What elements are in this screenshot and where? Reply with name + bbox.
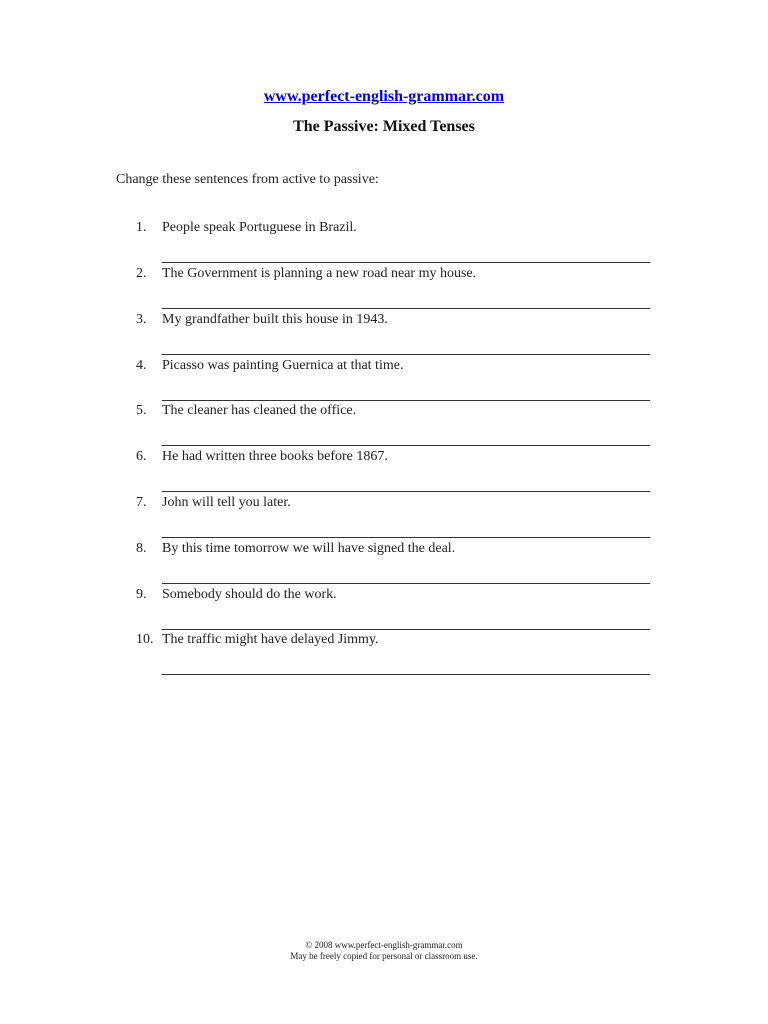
- answer-line[interactable]: [162, 262, 650, 263]
- exercise-sentence: Picasso was painting Guernica at that time.: [162, 358, 404, 373]
- answer-line[interactable]: [162, 308, 650, 309]
- exercise-sentence: John will tell you later.: [162, 495, 291, 510]
- footer-usage: May be freely copied for personal or classroom use.: [290, 951, 478, 961]
- exercise-number: 1.: [136, 220, 147, 235]
- answer-line[interactable]: [162, 354, 650, 355]
- exercise-number: 9.: [136, 587, 147, 602]
- exercise-item: [0, 358, 768, 404]
- exercise-item: [0, 449, 768, 495]
- answer-line[interactable]: [162, 445, 650, 446]
- exercise-number: 8.: [136, 541, 147, 556]
- answer-line[interactable]: [162, 674, 650, 675]
- exercise-sentence: He had written three books before 1867.: [162, 449, 388, 464]
- exercise-item: [0, 220, 768, 266]
- answer-line[interactable]: [162, 583, 650, 584]
- exercise-number: 6.: [136, 449, 147, 464]
- exercise-sentence: My grandfather built this house in 1943.: [162, 312, 388, 327]
- footer-copyright: © 2008 www.perfect-english-grammar.com: [305, 940, 463, 950]
- exercise-item: [0, 495, 768, 541]
- exercise-item: [0, 587, 768, 633]
- footer: [0, 940, 768, 962]
- exercise-number: 4.: [136, 358, 147, 373]
- exercise-sentence: By this time tomorrow we will have signed the deal.: [162, 541, 456, 556]
- answer-line[interactable]: [162, 629, 650, 630]
- page-title: The Passive: Mixed Tenses: [293, 118, 475, 135]
- exercise-number: 3.: [136, 312, 147, 327]
- exercise-sentence: The cleaner has cleaned the office.: [162, 403, 357, 418]
- site-link[interactable]: www.perfect-english-grammar.com: [263, 88, 505, 105]
- answer-line[interactable]: [162, 537, 650, 538]
- exercise-number: 10.: [136, 632, 154, 647]
- exercise-number: 2.: [136, 266, 147, 281]
- exercise-item: [0, 312, 768, 358]
- exercise-item: [0, 632, 768, 678]
- exercise-sentence: People speak Portuguese in Brazil.: [162, 220, 357, 235]
- instruction-text: Change these sentences from active to passive:: [116, 172, 379, 187]
- answer-line[interactable]: [162, 491, 650, 492]
- exercise-number: 5.: [136, 403, 147, 418]
- exercise-number: 7.: [136, 495, 147, 510]
- exercise-sentence: The Government is planning a new road near my house.: [162, 266, 477, 281]
- answer-line[interactable]: [162, 400, 650, 401]
- exercise-item: [0, 266, 768, 312]
- exercise-sentence: The traffic might have delayed Jimmy.: [162, 632, 379, 647]
- exercise-item: [0, 403, 768, 449]
- exercise-item: [0, 541, 768, 587]
- exercise-sentence: Somebody should do the work.: [162, 587, 337, 602]
